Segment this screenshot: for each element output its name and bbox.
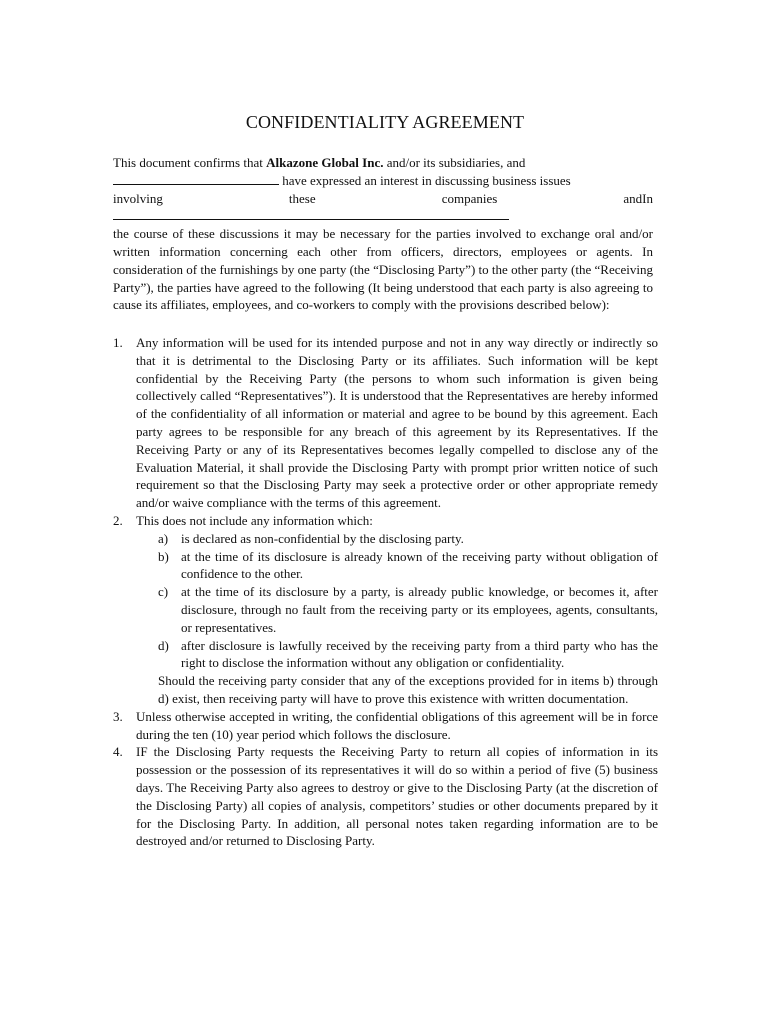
exception-b bbox=[136, 548, 658, 584]
exception-text: after disclosure is lawfully received by the receiving party from a third party who has the right to disclose the information without any obligation or confidentiality. bbox=[181, 637, 658, 671]
exception-letter: c) bbox=[158, 584, 169, 600]
exception-letter: a) bbox=[158, 530, 169, 546]
clause-2 bbox=[113, 512, 658, 708]
intro-text-3: have expressed an interest in discussing business issues bbox=[282, 172, 571, 188]
exceptions-list bbox=[136, 530, 658, 672]
intro-line-1 bbox=[113, 154, 653, 172]
exception-text: at the time of its disclosure is already known of the receiving party without obligation of confidence to the other. bbox=[181, 548, 658, 582]
clause-number: 1. bbox=[113, 335, 123, 350]
clause-1 bbox=[113, 334, 658, 512]
intro-text-1: This document confirms that bbox=[113, 155, 263, 170]
clause-number: 4. bbox=[113, 744, 123, 760]
clause-number: 2. bbox=[113, 512, 123, 528]
party-name-blank[interactable] bbox=[113, 172, 279, 185]
clause-4 bbox=[113, 743, 658, 850]
clause-number: 3. bbox=[113, 708, 123, 724]
exception-a bbox=[136, 530, 658, 548]
exceptions-proof-note: Should the receiving party consider that any of the exceptions provided for in items b) through d) exist, then receiving party will have to prove this existence with written documentation. bbox=[158, 673, 658, 706]
exception-d bbox=[136, 637, 658, 673]
exception-letter: d) bbox=[158, 637, 169, 653]
clause-text: IF the Disclosing Party requests the Receiving Party to return all copies of information in its possession or the possession of its representatives it will do so within a period of five (5) business days. The Receiving Party also agrees to destroy or give to the Disclosing Party (at the discretion of the Disclosing Party) all copies of analysis, competitors’ studies or other documents prepared by it for the Disclosing Party. In addition, all personal notes taken regarding information are to be destroyed and/or returned to Disclosing Party. bbox=[136, 744, 658, 849]
exception-letter: b) bbox=[158, 548, 169, 564]
exception-c bbox=[136, 583, 658, 636]
intro-text-5: In bbox=[642, 190, 653, 206]
clause-text: Unless otherwise accepted in writing, the confidential obligations of this agreement will be in force during the ten (10) year period which follows the disclosure. bbox=[136, 708, 658, 742]
document-title: CONFIDENTIALITY AGREEMENT bbox=[245, 112, 525, 132]
intro-text-6: the course of these discussions it may be necessary for the parties involved to exchange oral and/or written information concerning each other from officers, directors, employees or agents. In consideration of the furnishings by one party (the “Disclosing Party”) to the other party (the “Receiving Party”), the parties have agreed to the following (It being understood that each party is also agreeing to cause its affiliates, employees, and co-workers to comply with the provisions described below): bbox=[113, 226, 653, 313]
exception-text: is declared as non-confidential by the disclosing party. bbox=[181, 530, 464, 546]
intro-text-2: and/or its subsidiaries, and bbox=[386, 155, 526, 170]
clauses-list bbox=[113, 334, 658, 850]
clause-text: This does not include any information which: bbox=[136, 512, 373, 528]
clause-3 bbox=[113, 708, 658, 744]
companies-blank[interactable] bbox=[113, 207, 509, 220]
intro-text-4: involving these companies and bbox=[113, 190, 643, 206]
intro-paragraph bbox=[113, 154, 653, 314]
clause-text: Any information will be used for its intended purpose and not in any way directly or indirectly so that it is detrimental to the Disclosing Party or its affiliates. Such information will be kept confidential by the Receiving Party (the persons to whom such information is given being collectively called “Representatives”). It is understood that the Representatives are hereby informed of the confidentiality of all information or material and agree to be bound by this agreement. Each party agrees to be responsible for any breach of this agreement by its Representatives. If the Receiving Party or any of its Representatives becomes legally compelled to disclose any of the Evaluation Material, it shall provide the Disclosing Party with prompt prior written notice of such requirement so that the Disclosing Party may seek a protective order or other appropriate remedy and/or waive compliance with the terms of this agreement. bbox=[136, 335, 658, 511]
exception-text: at the time of its disclosure by a party, is already public knowledge, or becomes it, after disclosure, through no fault from the receiving party or its employees, agents, consultants, or representatives. bbox=[181, 584, 658, 635]
intro-line-2 bbox=[113, 172, 653, 190]
intro-line-3 bbox=[113, 190, 653, 226]
company-name: Alkazone Global Inc. bbox=[266, 155, 384, 170]
